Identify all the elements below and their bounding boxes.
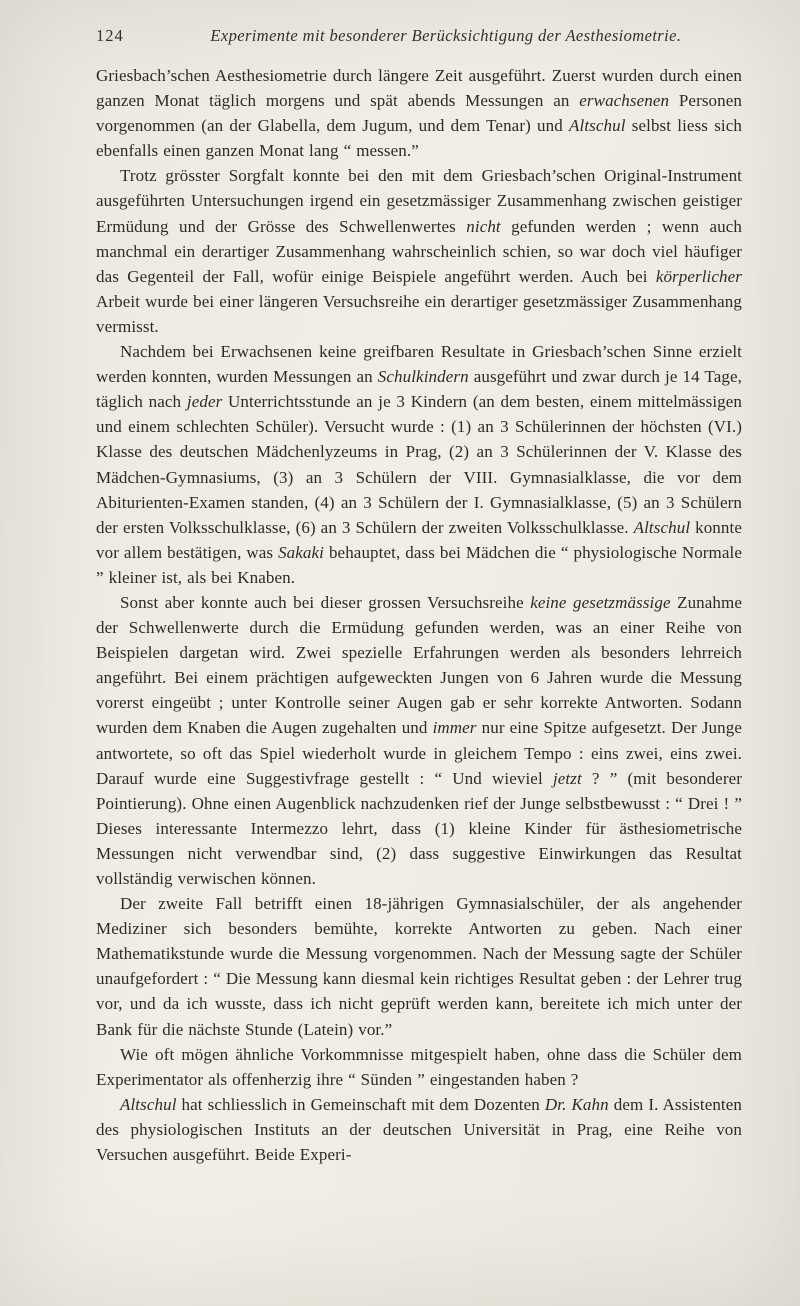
text-segment: Nachdem bei Erwachsenen keine greifbaren Resultate in Griesbach’schen Sinne erzielt werden konnten, wurden Messungen an [96, 342, 742, 387]
italic-text: Sakaki [278, 542, 324, 562]
page-header [96, 26, 742, 46]
text-segment: selbst liess sich ebenfalls einen ganzen Monat lang “ messen.” [96, 116, 742, 161]
paragraph [96, 163, 742, 339]
text-segment: nur eine Spitze aufgesetzt. Der Junge antwortete, so oft das Spiel wiederholt wurde in gleichem Tempo : eins zwei, eins zwei. Darauf wurde eine Suggestivfrage gestellt : “ Und wieviel [96, 718, 742, 788]
italic-text: Altschul [569, 116, 626, 136]
italic-text: keine gesetzmässige [530, 592, 671, 612]
italic-text: immer [432, 718, 477, 738]
text-segment: Trotz grösster Sorgfalt konnte bei den mit dem Griesbach’schen Original-Instrument ausgeführten Untersuchungen irgend ein gesetzmässiger Zusammenhang zwischen geistiger Ermüdung und der Grösse des Schwellenwertes [96, 166, 742, 236]
italic-text: erwachsenen [579, 91, 670, 111]
text-segment: Griesbach’schen Aesthesiometrie durch längere Zeit ausgeführt. Zuerst wurden durch einen ganzen Monat täglich morgens und spät abends Messungen an [96, 66, 742, 111]
text-segment: hat schliesslich in Gemeinschaft mit dem Dozenten [176, 1094, 545, 1114]
italic-text: jetzt [552, 768, 582, 788]
paragraph [96, 1042, 742, 1092]
text-segment: ? ” (mit besonderer Pointierung). Ohne einen Augenblick nachzudenken rief der Junge selbstbewusst : “ Drei ! ” Dieses interessante Intermezzo lehrt, dass (1) kleine Kinder für ästhesiometrische Messungen nicht verwendbar sind, (2) dass suggestive Einwirkungen das Resultat vollständig verwischen können. [96, 768, 742, 888]
italic-text: Schulkindern [377, 367, 469, 387]
italic-text: Altschul [633, 517, 691, 537]
text-segment: Arbeit wurde bei einer längeren Versuchsreihe ein derartiger gesetzmässiger Zusammenhang vermisst. [96, 291, 742, 336]
text-segment: Personen vorgenommen (an der Glabella, dem Jugum, und dem Tenar) und [96, 91, 742, 136]
italic-text: Dr. Kahn [544, 1094, 609, 1114]
text-segment: gefunden werden ; wenn auch manchmal ein derartiger Zusammenhang wahrscheinlich schien, so war doch viel häufiger das Gegenteil der Fall, wofür einige Beispiele angeführt werden. Auch bei [96, 216, 742, 286]
paragraph [96, 1092, 742, 1167]
paragraph [96, 590, 742, 891]
text-segment: Sonst aber konnte auch bei dieser grossen Versuchsreihe [120, 592, 531, 612]
text-segment: konnte vor allem bestätigen, was [96, 517, 742, 562]
paragraph [96, 891, 742, 1042]
page-body [96, 63, 742, 1167]
text-segment: Zunahme der Schwellenwerte durch die Ermüdung gefunden werden, was an einer Reihe von Beispielen dargetan wird. Zwei spezielle Erfahrungen werden als besonders lehrreich angeführt. Bei einem prächtigen aufgeweckten Jungen von 6 Jahren wurde die Messung vorerst eingeübt ; unter Kontrolle seiner Augen gab er sehr korrekte Antworten. Sodann wurden dem Knaben die Augen zugehalten und [96, 592, 742, 738]
text-segment: Unterrichtsstunde an je 3 Kindern (an dem besten, einem mittelmässigen und einem schlechten Schüler). Versucht wurde : (1) an 3 Schülerinnen der höchsten (VI.) Klasse des deutschen Mädchenlyzeums in Prag, (2) an 3 Schülerinnen der V. Klasse des Mädchen-Gymnasiums, (3) an 3 Schülern der VIII. Gymnasialklasse, die vor dem Abiturienten-Examen standen, (4) an 3 Schülern der I. Gymnasialklasse, (5) an 3 Schülern der ersten Volksschulklasse, (6) an 3 Schülern der zweiten Volksschulklasse. [96, 392, 742, 537]
running-title: Experimente mit besonderer Berücksichtigung der Aesthesiometrie. [210, 26, 682, 45]
paragraph [96, 339, 742, 590]
italic-text: Altschul [120, 1094, 177, 1114]
italic-text: körperlicher [655, 266, 742, 286]
page-number: 124 [96, 26, 124, 45]
text-segment: behauptet, dass bei Mädchen die “ physiologische Normale ” kleiner ist, als bei Knaben. [96, 542, 742, 587]
italic-text: jeder [186, 392, 223, 412]
text-segment: ausgeführt und zwar durch je 14 Tage, täglich nach [96, 367, 742, 412]
paragraph [96, 63, 742, 163]
text-segment: Der zweite Fall betrifft einen 18-jährigen Gymnasialschüler, der als angehender Mediziner sich besonders bemühte, korrekte Antworten zu geben. Nach einer Mathematikstunde wurde die Messung vorgenommen. Nach der Messung sagte der Schüler unaufgefordert : “ Die Messung kann diesmal kein richtiges Resultat geben : der Lehrer trug vor, und da ich wusste, dass ich nicht geprüft werden kann, bereitete ich mich unter der Bank für die nächste Stunde (Latein) vor.” [96, 894, 742, 1039]
text-segment: Wie oft mögen ähnliche Vorkommnisse mitgespielt haben, ohne dass die Schüler dem Experimentator als offenherzig ihre “ Sünden ” eingestanden haben ? [96, 1044, 742, 1089]
italic-text: nicht [466, 216, 501, 236]
text-segment: dem I. Assistenten des physiologischen Instituts an der deutschen Universität in Prag, eine Reihe von Versuchen ausgeführt. Beide Experi- [96, 1094, 743, 1165]
